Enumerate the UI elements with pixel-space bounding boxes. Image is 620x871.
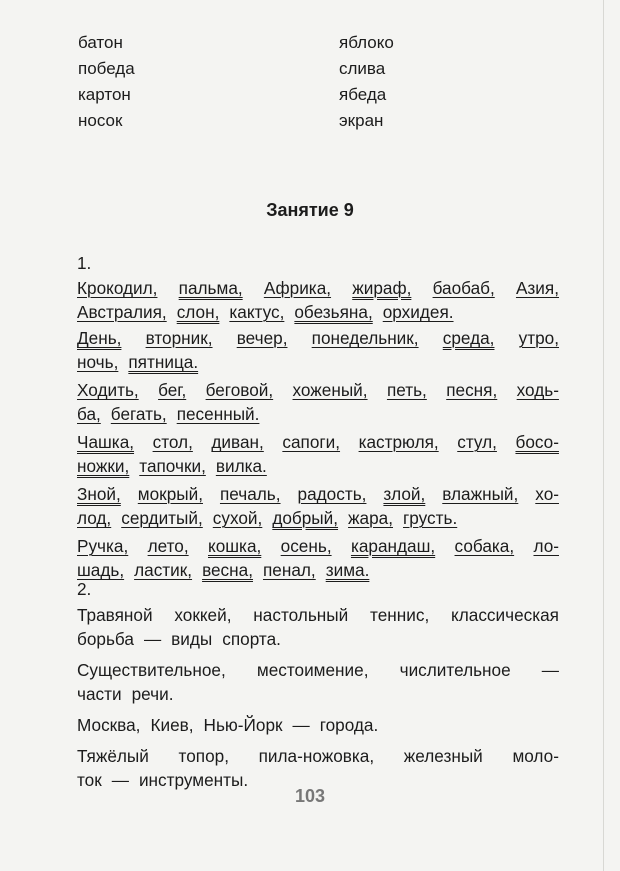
word: Африка, (263, 278, 332, 298)
text-line (77, 506, 559, 530)
word-pair-row (78, 33, 478, 59)
word: обезьяна, (294, 302, 373, 322)
word: Киев, (150, 715, 194, 735)
lesson-title: Занятие 9 (266, 200, 354, 220)
page-edge-line (603, 0, 604, 871)
word: влажный, (442, 484, 519, 504)
word: спорта. (222, 629, 281, 649)
exercise-1-text (77, 276, 559, 582)
word: пила-ножовка, (258, 746, 375, 766)
word: классическая (451, 605, 559, 625)
word: лето, (147, 536, 189, 556)
word-right: слива (339, 59, 386, 78)
word: железный (403, 746, 483, 766)
word: босо- (515, 432, 559, 452)
word: кастрюля, (358, 432, 439, 452)
word: Австралия, (77, 302, 167, 322)
text-line (77, 326, 559, 350)
text-line (77, 603, 559, 627)
word: — (111, 770, 129, 790)
text-line (77, 430, 559, 454)
word: топор, (178, 746, 229, 766)
word: собака, (454, 536, 515, 556)
word-pair-row (78, 85, 478, 111)
word: теннис, (370, 605, 430, 625)
word: вечер, (236, 328, 288, 348)
exercise-2-number: 2. (77, 579, 92, 599)
word: Чашка, (77, 432, 135, 452)
word: хоженый, (292, 380, 368, 400)
word: кошка, (208, 536, 262, 556)
word: печаль, (219, 484, 281, 504)
word: весна, (202, 560, 253, 580)
word-right: экран (339, 111, 384, 130)
word: бегать, (110, 404, 167, 424)
word: местоимение, (256, 660, 369, 680)
text-line (77, 627, 559, 651)
word-left: картон (78, 85, 131, 104)
page-number: 103 (294, 786, 326, 806)
word: — (541, 660, 559, 680)
word: кактус, (229, 302, 285, 322)
word: День, (77, 328, 122, 348)
word: песня, (446, 380, 498, 400)
word: слон, (176, 302, 220, 322)
text-line (77, 454, 559, 478)
word: — (292, 715, 310, 735)
word: песенный. (176, 404, 260, 424)
word: ножки, (77, 456, 130, 476)
word-left: носок (78, 111, 123, 130)
word: моло- (512, 746, 559, 766)
word: вторник, (145, 328, 213, 348)
word: части (77, 684, 122, 704)
text-line (77, 558, 559, 582)
text-line (77, 300, 559, 324)
text-line (77, 482, 559, 506)
word: Ручка, (77, 536, 129, 556)
word: карандаш, (350, 536, 436, 556)
word-left: батон (78, 33, 123, 52)
word: хоккей, (174, 605, 232, 625)
word: пальма, (178, 278, 243, 298)
text-line (77, 350, 559, 374)
text-line (77, 682, 559, 706)
word: Существительное, (77, 660, 226, 680)
word: диван, (211, 432, 264, 452)
word: среда, (442, 328, 495, 348)
exercise-1-number: 1. (77, 253, 92, 273)
word: ток (77, 770, 102, 790)
text-line (77, 276, 559, 300)
word: стул, (457, 432, 497, 452)
word-pair-row (78, 111, 478, 137)
word: грусть. (403, 508, 458, 528)
word: Ходить, (77, 380, 139, 400)
word: осень, (280, 536, 332, 556)
word: беговой, (205, 380, 274, 400)
word: хо- (535, 484, 559, 504)
word: сердитый, (121, 508, 203, 528)
word: мокрый, (137, 484, 203, 504)
word: борьба (77, 629, 134, 649)
word: понедельник, (311, 328, 419, 348)
word: орхидея. (382, 302, 454, 322)
word: радость, (297, 484, 367, 504)
word-left: победа (78, 59, 135, 78)
word: зима. (325, 560, 370, 580)
text-line (77, 744, 559, 768)
word: Нью-Йорк (203, 715, 283, 735)
word: шадь, (77, 560, 125, 580)
exercise-2-text (77, 603, 559, 792)
word: Травяной (77, 605, 153, 625)
word: Москва, (77, 715, 141, 735)
word: ластик, (134, 560, 193, 580)
text-line (77, 713, 559, 737)
text-line (77, 378, 559, 402)
word: пенал, (262, 560, 316, 580)
word-pair-row (78, 59, 478, 85)
word: ходь- (516, 380, 559, 400)
word: ло- (533, 536, 559, 556)
word: Тяжёлый (77, 746, 149, 766)
word: пятница. (128, 352, 199, 372)
word: добрый, (272, 508, 339, 528)
word: Крокодил, (77, 278, 158, 298)
text-line (77, 658, 559, 682)
word: ба, (77, 404, 101, 424)
word: настольный (253, 605, 349, 625)
word-right: яблоко (339, 33, 394, 52)
word: бег, (158, 380, 187, 400)
word: злой, (383, 484, 426, 504)
word: — (143, 629, 162, 649)
word: лод, (77, 508, 112, 528)
text-line (77, 534, 559, 558)
word: баобаб, (432, 278, 495, 298)
text-line (77, 402, 559, 426)
word: стол, (152, 432, 193, 452)
word: тапочки, (139, 456, 206, 476)
word: сапоги, (282, 432, 341, 452)
word: инструменты. (138, 770, 249, 790)
word: речи. (131, 684, 174, 704)
word: ночь, (77, 352, 119, 372)
word: петь, (386, 380, 427, 400)
word: сухой, (212, 508, 263, 528)
word: вилка. (215, 456, 267, 476)
word: жара, (348, 508, 393, 528)
word: числительное (399, 660, 511, 680)
word: жираф, (352, 278, 412, 298)
word-right: ябеда (339, 85, 387, 104)
word: Зной, (77, 484, 121, 504)
word: Азия, (515, 278, 559, 298)
word: виды (171, 629, 213, 649)
word: утро, (518, 328, 559, 348)
word: города. (319, 715, 379, 735)
